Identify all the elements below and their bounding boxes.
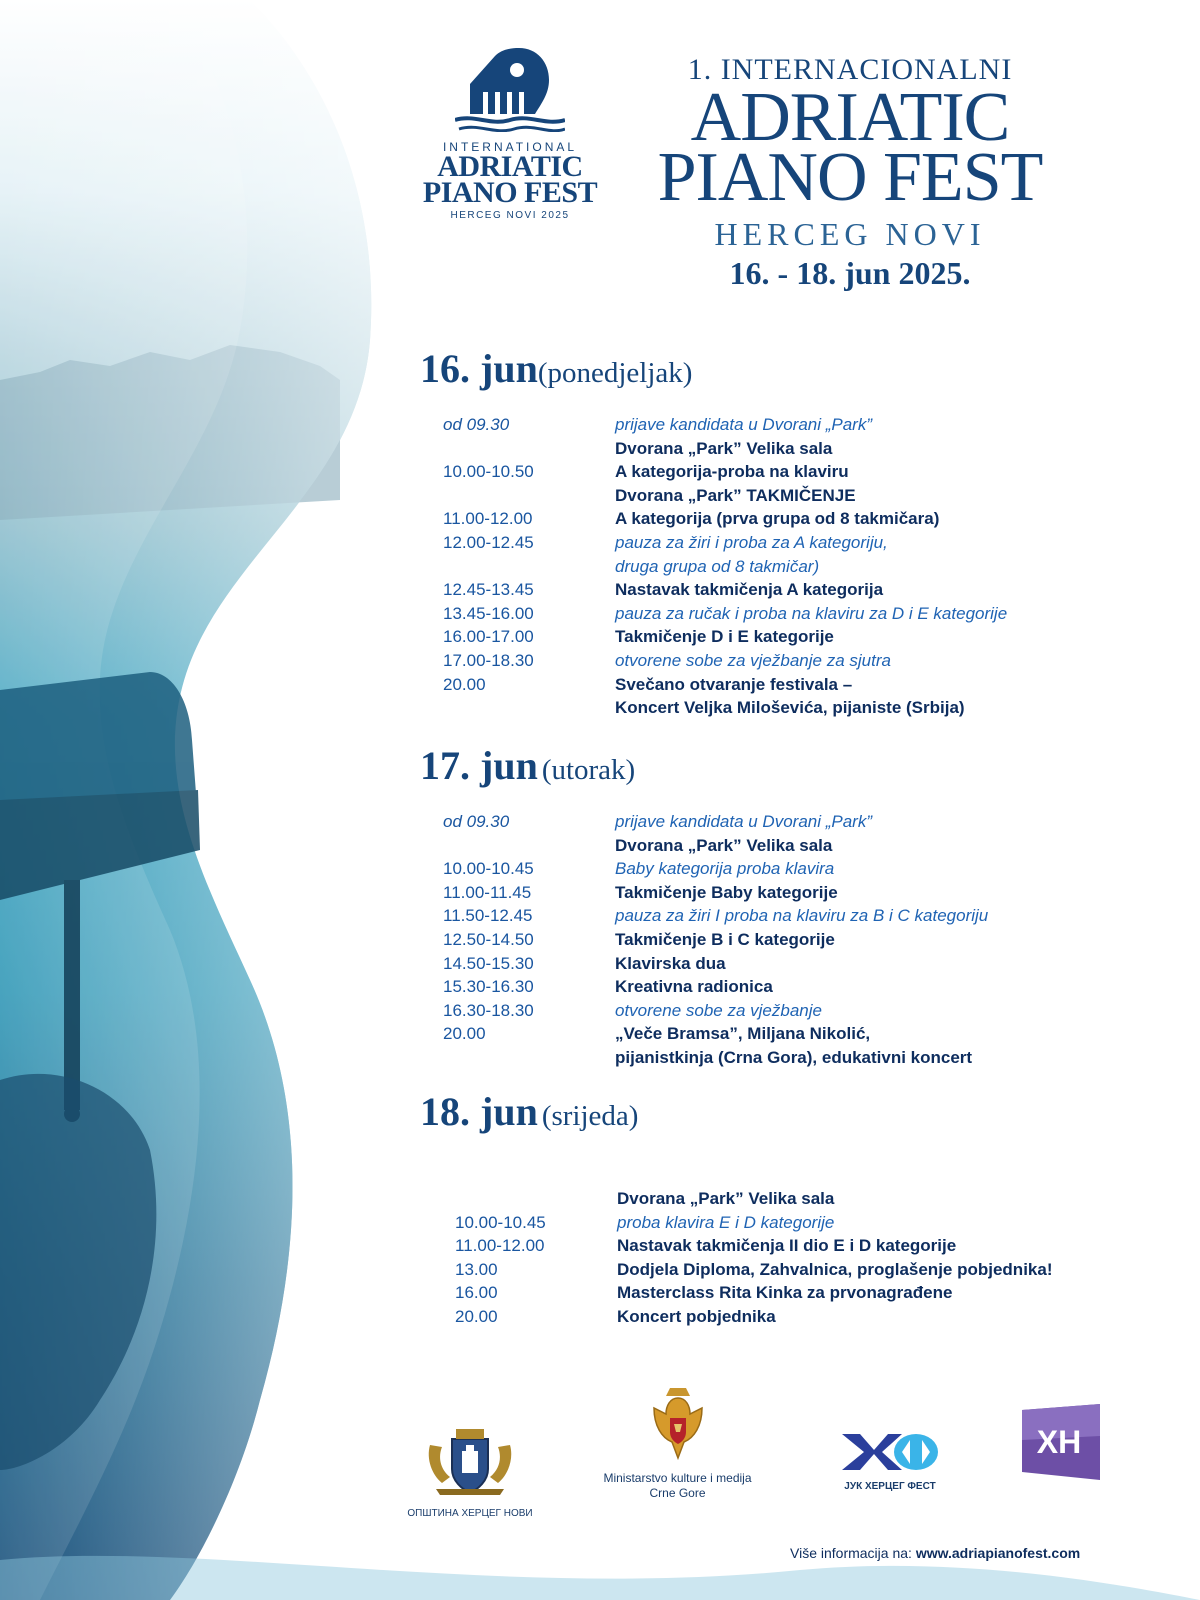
- schedule-row: [443, 602, 1007, 626]
- schedule-time: 12.45-13.45: [443, 580, 534, 600]
- schedule-description: prijave kandidata u Dvorani „Park”: [615, 812, 873, 831]
- schedule-description: Takmičenje Baby kategorije: [615, 882, 838, 902]
- schedule-row: [443, 531, 1007, 555]
- schedule-time: 17.00-18.30: [443, 650, 534, 670]
- schedule-row: [455, 1211, 1052, 1235]
- sponsor-juk: [830, 1430, 950, 1492]
- day-heading-17: [420, 742, 635, 789]
- schedule-17: [443, 810, 988, 1070]
- schedule-description: prijave kandidata u Dvorani „Park”: [615, 415, 873, 434]
- schedule-time: [443, 834, 615, 858]
- schedule-row: [443, 881, 988, 905]
- schedule-description: proba klavira E i D kategorije: [617, 1212, 835, 1232]
- xh-label: XH: [1036, 1424, 1082, 1460]
- schedule-row: [443, 460, 1007, 484]
- schedule-time: 16.00-17.00: [443, 627, 534, 647]
- footer-url-link[interactable]: www.adriapianofest.com: [915, 1545, 1081, 1561]
- schedule-time: 12.50-14.50: [443, 929, 534, 949]
- schedule-description: Klavirska dua: [615, 953, 726, 973]
- schedule-description: Nastavak takmičenja II dio E i D kategorije: [617, 1236, 957, 1256]
- schedule-description: Koncert pobjednika: [617, 1306, 776, 1326]
- schedule-description: A kategorija (prva grupa od 8 takmičara): [615, 509, 940, 529]
- schedule-time: 10.00-10.45: [455, 1212, 546, 1232]
- logo-adriatic: ADRIATIC: [437, 150, 583, 183]
- schedule-description: Takmičenje B i C kategorije: [615, 929, 835, 949]
- schedule-row: [443, 904, 988, 928]
- day-date: 18. jun: [420, 1089, 538, 1134]
- ministry-label-1: Ministarstvo kulture i medija: [603, 1471, 752, 1485]
- schedule-row: [443, 484, 1007, 508]
- schedule-time: 20.00: [455, 1306, 498, 1326]
- schedule-row: [443, 625, 1007, 649]
- schedule-description: Dodjela Diploma, Zahvalnica, proglašenje pobjednika!: [617, 1259, 1053, 1279]
- schedule-description: A kategorija-proba na klaviru: [615, 462, 849, 482]
- schedule-row: [443, 1046, 988, 1070]
- schedule-row: [443, 834, 988, 858]
- schedule-description: pauza za ručak i proba na klaviru za D i E kategorije: [615, 603, 1008, 623]
- schedule-time: 10.00-10.45: [443, 859, 534, 879]
- schedule-description: Kreativna radionica: [615, 977, 773, 997]
- municipality-label: ОПШТИНА ХЕРЦЕГ НОВИ: [407, 1508, 533, 1519]
- schedule-description: pauza za žiri i proba za A kategoriju,: [615, 532, 888, 552]
- sponsor-ministry: [590, 1380, 765, 1501]
- schedule-time: 11.00-12.00: [443, 509, 533, 529]
- coat-of-arms-icon: [422, 1425, 518, 1495]
- schedule-description: Dvorana „Park” Velika sala: [617, 1189, 835, 1208]
- juk-logo-icon: [838, 1430, 942, 1474]
- schedule-description: otvorene sobe za vježbanje: [615, 1000, 822, 1020]
- footer-label: Više informacija na:: [790, 1545, 912, 1561]
- schedule-time: 11.50-12.45: [443, 906, 533, 926]
- festival-logo: [410, 42, 610, 221]
- schedule-row: [443, 999, 988, 1023]
- schedule-description: Dvorana „Park” Velika sala: [615, 438, 833, 458]
- schedule-time: 10.00-10.50: [443, 462, 534, 482]
- schedule-row: [443, 696, 1007, 720]
- schedule-time: od 09.30: [443, 415, 510, 434]
- schedule-description: pijanistkinja (Crna Gora), edukativni koncert: [615, 1047, 973, 1067]
- schedule-row: [443, 555, 1007, 579]
- schedule-row: [455, 1234, 1052, 1258]
- schedule-description: otvorene sobe za vježbanje za sjutra: [615, 650, 891, 670]
- schedule-time: 16.30-18.30: [443, 1000, 534, 1020]
- juk-label: ЈУК ХЕРЦЕГ ФЕСТ: [844, 1481, 936, 1492]
- footer-info: [790, 1545, 1080, 1561]
- day-heading-18: [420, 1088, 638, 1135]
- schedule-row: [443, 507, 1007, 531]
- schedule-row: [443, 857, 988, 881]
- festival-title: [640, 52, 1060, 292]
- logo-place: HERCEG NOVI 2025: [450, 210, 570, 221]
- schedule-time: 12.00-12.45: [443, 532, 534, 552]
- schedule-time: 16.00: [455, 1283, 498, 1303]
- schedule-row: [455, 1281, 1052, 1305]
- day-weekday: (srijeda): [541, 1100, 639, 1132]
- schedule-description: Dvorana „Park” TAKMIČENJE: [615, 485, 856, 505]
- schedule-description: Baby kategorija proba klavira: [615, 859, 835, 879]
- schedule-row: [443, 810, 988, 834]
- day-heading-16: [420, 345, 692, 392]
- schedule-time: 11.00-11.45: [443, 882, 532, 902]
- schedule-time: 20.00: [443, 1024, 486, 1044]
- montenegro-eagle-icon: [648, 1380, 708, 1464]
- schedule-description: pauza za žiri I proba na klaviru za B i C kategoriju: [615, 906, 989, 926]
- schedule-time: [443, 1046, 615, 1070]
- schedule-row: [443, 975, 988, 999]
- schedule-time: 13.00: [455, 1259, 498, 1279]
- schedule-description: Takmičenje D i E kategorije: [615, 627, 834, 647]
- schedule-time: od 09.30: [443, 812, 510, 831]
- schedule-time: [455, 1187, 617, 1211]
- logo-piano-fest: PIANO FEST: [422, 176, 598, 209]
- logo-international: INTERNATIONAL: [442, 140, 578, 154]
- schedule-time: [443, 696, 615, 720]
- title-city: HERCEG NOVI: [714, 216, 986, 252]
- schedule-description: druga grupa od 8 takmičar): [615, 556, 820, 576]
- schedule-18: [455, 1187, 1052, 1329]
- schedule-time: 20.00: [443, 674, 486, 694]
- schedule-row: [443, 649, 1007, 673]
- day-date: 16. jun: [420, 346, 538, 391]
- title-adriatic: ADRIATIC: [690, 79, 1010, 156]
- day-date: 17. jun: [420, 743, 538, 788]
- schedule-row: [455, 1187, 1052, 1211]
- schedule-time: 15.30-16.30: [443, 977, 534, 997]
- ministry-label-2: Crne Gore: [649, 1486, 706, 1500]
- schedule-row: [443, 578, 1007, 602]
- schedule-description: Koncert Veljka Miloševića, pijaniste (Srbija): [615, 698, 965, 718]
- schedule-row: [443, 673, 1007, 697]
- schedule-row: [443, 1022, 988, 1046]
- schedule-row: [455, 1258, 1052, 1282]
- schedule-description: „Veče Bramsa”, Miljana Nikolić,: [615, 1024, 871, 1044]
- title-edition: 1. INTERNACIONALNI: [687, 53, 1013, 86]
- schedule-time: [443, 555, 615, 579]
- day-weekday: (ponedjeljak): [537, 357, 693, 389]
- schedule-description: Dvorana „Park” Velika sala: [615, 835, 833, 855]
- sponsor-xh: [1018, 1402, 1108, 1482]
- schedule-time: 11.00-12.00: [455, 1236, 545, 1256]
- schedule-row: [443, 437, 1007, 461]
- schedule-row: [443, 952, 988, 976]
- schedule-time: [443, 484, 615, 508]
- sponsor-municipality: [395, 1425, 545, 1519]
- schedule-row: [443, 928, 988, 952]
- piano-logo-icon: [455, 42, 565, 132]
- schedule-description: Svečano otvaranje festivala –: [615, 674, 853, 694]
- schedule-row: [443, 413, 1007, 437]
- title-piano-fest: PIANO FEST: [657, 139, 1043, 216]
- title-dates: 16. - 18. jun 2025.: [729, 255, 971, 291]
- schedule-time: [443, 437, 615, 461]
- schedule-time: 13.45-16.00: [443, 603, 534, 623]
- day-weekday: (utorak): [541, 754, 636, 786]
- schedule-description: Masterclass Rita Kinka za prvonagrađene: [617, 1283, 953, 1303]
- schedule-16: [443, 413, 1007, 720]
- schedule-description: Nastavak takmičenja A kategorija: [615, 580, 884, 600]
- schedule-row: [455, 1305, 1052, 1329]
- schedule-time: 14.50-15.30: [443, 953, 534, 973]
